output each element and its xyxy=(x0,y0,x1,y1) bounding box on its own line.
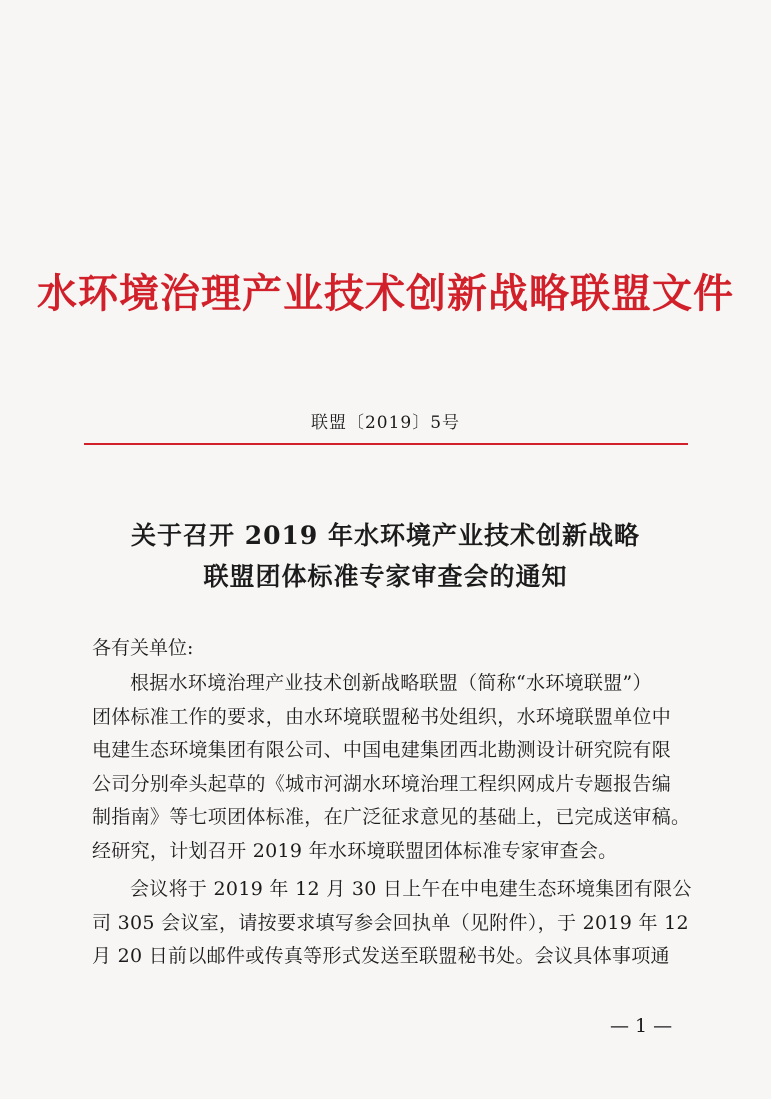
paragraph-line: 根据水环境治理产业技术创新战略联盟（简称“水环境联盟”） xyxy=(130,672,652,694)
paragraph-line: 电建生态环境集团有限公司、中国电建集团西北勘测设计研究院有限 xyxy=(92,739,672,761)
red-divider xyxy=(84,443,688,445)
paragraph-1 xyxy=(92,667,691,868)
paragraph-line: 团体标准工作的要求，由水环境联盟秘书处组织，水环境联盟单位中 xyxy=(92,705,672,728)
salutation: 各有关单位: xyxy=(92,637,194,659)
notice-title-line-2: 联盟团体标准专家审查会的通知 xyxy=(203,562,568,591)
page-number: — 1 — xyxy=(610,1015,673,1037)
paragraph-line: 经研究，计划召开 2019 年水环境联盟团体标准专家审查会。 xyxy=(92,839,618,862)
paragraph-2 xyxy=(92,873,692,974)
paragraph-line: 司 305 会议室，请按要求填写参会回执单（见附件），于 2019 年 12 xyxy=(92,911,689,934)
paragraph-line: 会议将于 2019 年 12 月 30 日上午在中电建生态环境集团有限公 xyxy=(130,878,692,900)
paragraph-line: 公司分别牵头起草的《城市河湖水环境治理工程织网成片专题报告编 xyxy=(92,772,672,795)
paragraph-line: 制指南》等七项团体标准，在广泛征求意见的基础上，已完成送审稿。 xyxy=(92,806,691,828)
paragraph-line: 月 20 日前以邮件或传真等形式发送至联盟秘书处。会议具体事项通 xyxy=(92,945,670,967)
org-headline: 水环境治理产业技术创新战略联盟文件 xyxy=(37,270,734,317)
notice-title-line-1: 关于召开 2019 年水环境产业技术创新战略 xyxy=(131,521,640,550)
document-number: 联盟〔2019〕5号 xyxy=(310,413,461,433)
